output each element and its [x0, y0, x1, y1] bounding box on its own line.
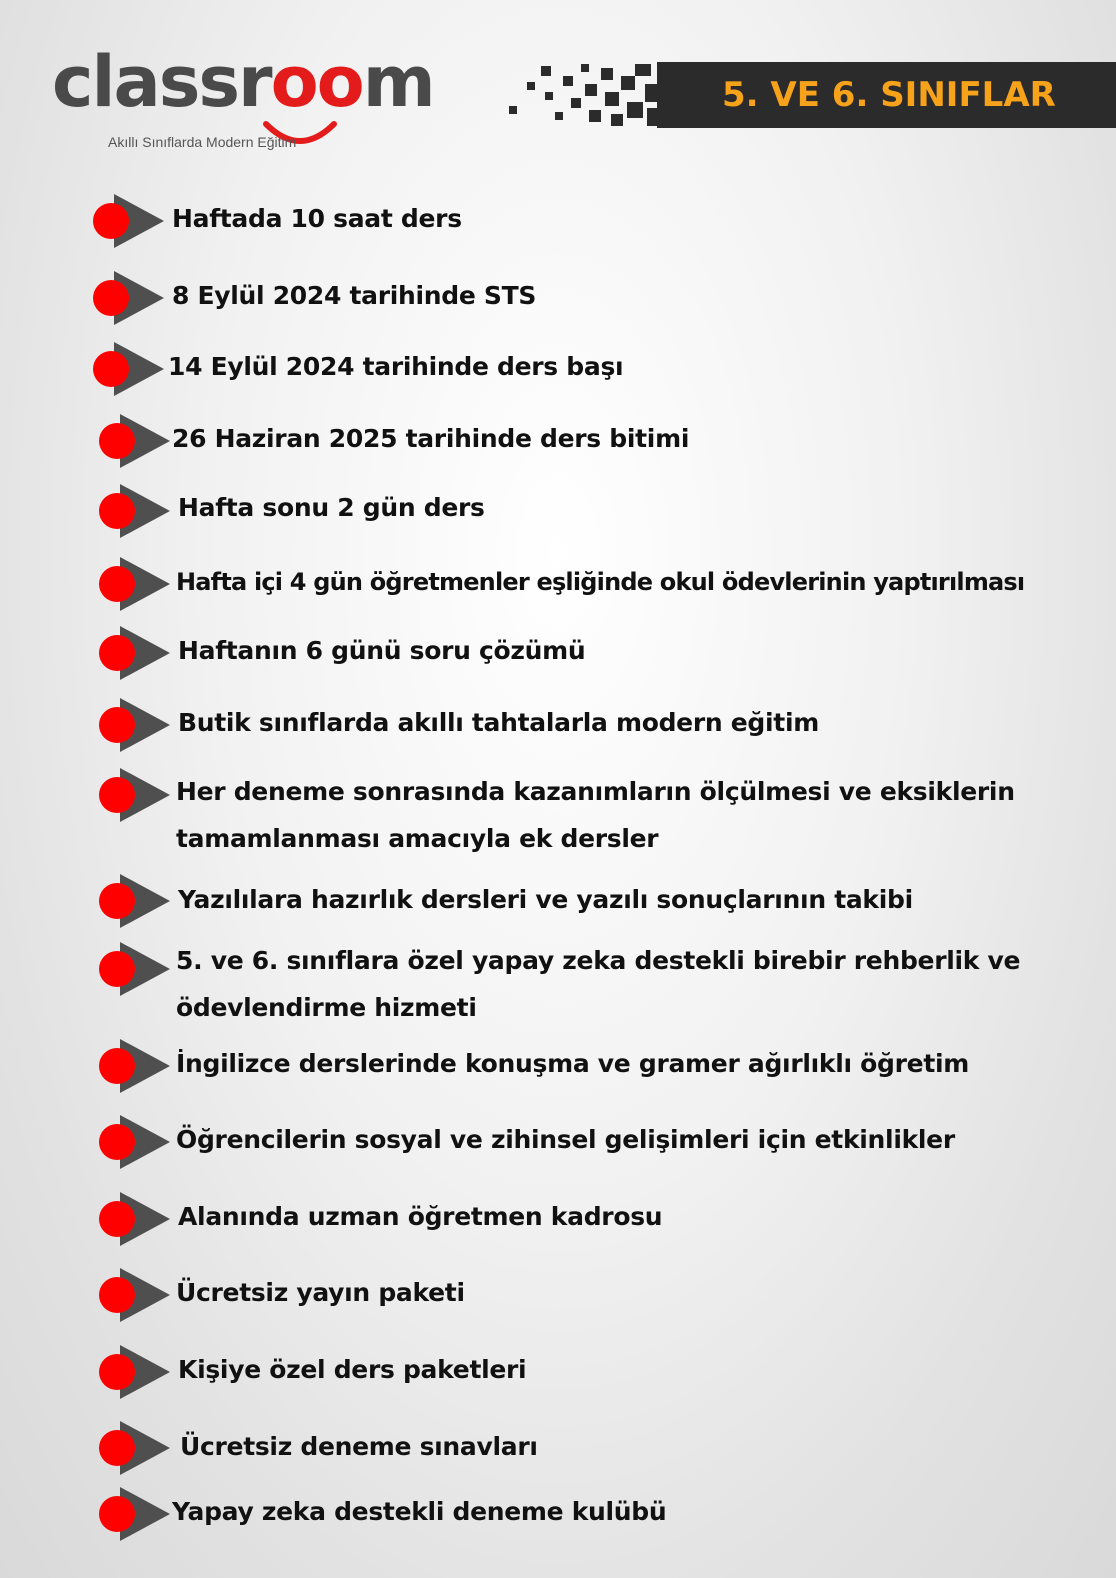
bullet-icon — [92, 940, 172, 998]
list-item-text: Butik sınıflarda akıllı tahtalarla modern eğitim — [178, 708, 819, 737]
bullet-icon — [92, 340, 172, 398]
list-item-text: Alanında uzman öğretmen kadrosu — [178, 1202, 663, 1231]
bullet-icon — [92, 1190, 172, 1248]
header-title: 5. VE 6. SINIFLAR — [722, 75, 1056, 115]
list-item-text: 8 Eylül 2024 tarihinde STS — [172, 281, 537, 310]
list-item-text: Her deneme sonrasında kazanımların ölçülmesi ve eksiklerin tamamlanması amacıyla ek dersler — [176, 777, 1015, 853]
logo-word-prefix: classr — [52, 41, 271, 123]
bullet-icon — [92, 1113, 172, 1171]
list-item-text: Ücretsiz yayın paketi — [176, 1278, 465, 1307]
list-item-text: Haftada 10 saat ders — [172, 204, 462, 233]
list-item-text: Ücretsiz deneme sınavları — [180, 1432, 538, 1461]
list-item-text: Yapay zeka destekli deneme kulübü — [172, 1497, 667, 1526]
bullet-icon — [92, 269, 172, 327]
bullet-icon — [92, 192, 172, 250]
bullet-icon — [92, 1343, 172, 1401]
bullet-icon — [92, 412, 172, 470]
list-item-text: Hafta içi 4 gün öğretmenler eşliğinde okul ödevlerinin yaptırılması — [176, 568, 1025, 596]
logo-word-oo: oo — [270, 41, 363, 123]
list-item-text: İngilizce derslerinde konuşma ve gramer ağırlıklı öğretim — [176, 1049, 969, 1078]
logo-tagline: Akıllı Sınıflarda Modern Eğitim — [108, 134, 297, 150]
bullet-icon — [92, 1266, 172, 1324]
bullet-icon — [92, 1419, 172, 1477]
bullet-icon — [92, 624, 172, 682]
bullet-icon — [92, 482, 172, 540]
bullet-icon — [92, 1037, 172, 1095]
list-item-text: 5. ve 6. sınıflara özel yapay zeka destekli birebir rehberlik ve ödevlendirme hizmeti — [176, 946, 1021, 1022]
list-item-text: Öğrencilerin sosyal ve zihinsel gelişimleri için etkinlikler — [176, 1125, 955, 1154]
bullet-icon — [92, 766, 172, 824]
bullet-icon — [92, 872, 172, 930]
list-item-text: 14 Eylül 2024 tarihinde ders başı — [168, 352, 624, 381]
list-item-text: Hafta sonu 2 gün ders — [178, 493, 485, 522]
bullet-icon — [92, 555, 172, 613]
list-item-text: Haftanın 6 günü soru çözümü — [178, 636, 586, 665]
list-item-text: Kişiye özel ders paketleri — [178, 1355, 527, 1384]
bullet-icon — [92, 696, 172, 754]
bullet-icon — [92, 1485, 172, 1543]
list-item-text: Yazılılara hazırlık dersleri ve yazılı sonuçlarının takibi — [178, 885, 913, 914]
logo-word-suffix: m — [362, 41, 434, 123]
list-item-text: 26 Haziran 2025 tarihinde ders bitimi — [172, 424, 690, 453]
